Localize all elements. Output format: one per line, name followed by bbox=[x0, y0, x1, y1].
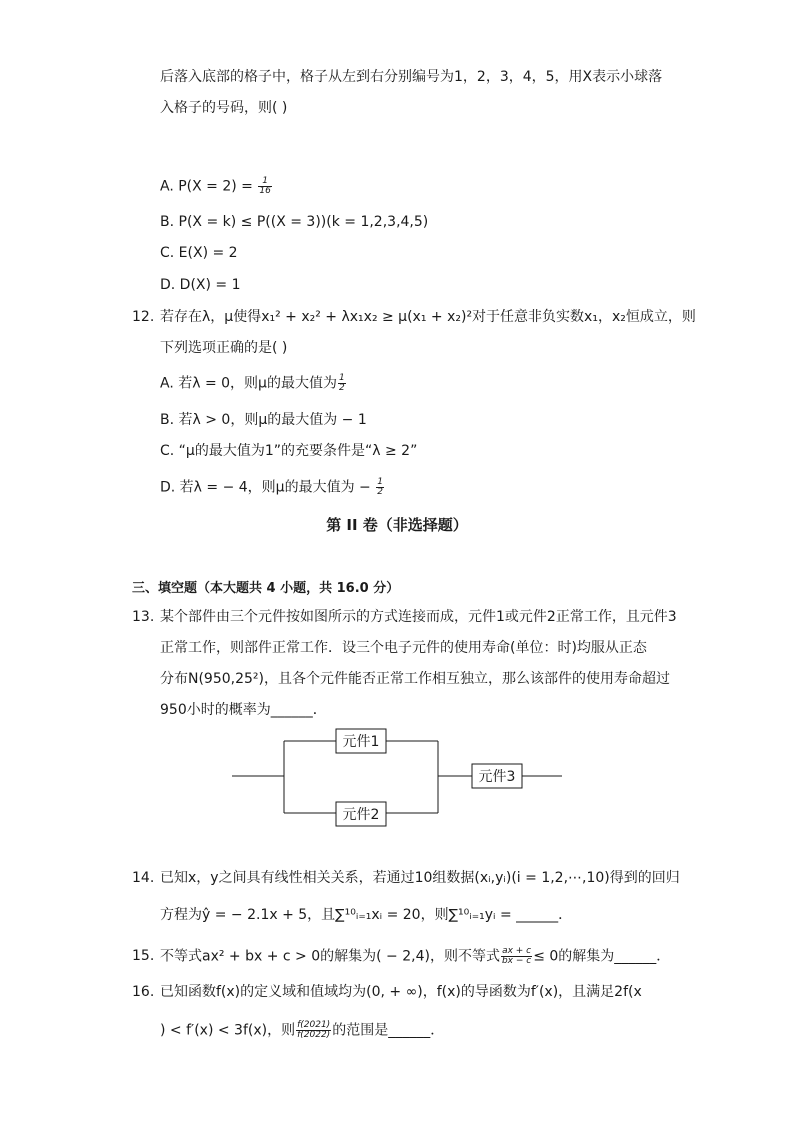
q11-option-d[interactable]: D. D(X) = 1 bbox=[160, 277, 241, 293]
q14-text-line2: 方程为ŷ = − 2.1x + 5，且∑¹⁰ᵢ₌₁xᵢ = 20，则∑¹⁰ᵢ₌₁yᵢ = ______． bbox=[160, 907, 573, 923]
q11-text-line2: 入格子的号码，则( ) bbox=[160, 100, 288, 116]
element2-label: 元件2 bbox=[342, 807, 380, 823]
q11-option-b[interactable]: B. P(X = k) ≤ P((X = 3))(k = 1,2,3,4,5) bbox=[160, 214, 429, 230]
part2-title: 第 II 卷（非选择题） bbox=[326, 516, 468, 534]
q15-fraction: $\frac{ax + c}{bx - c}$ bbox=[501, 946, 532, 966]
q12-text-line2: 下列选项正确的是( ) bbox=[160, 340, 288, 356]
q16-text-line1: 已知函数f(x)的定义域和值域均为(0, + ∞)，f(x)的导函数为f′(x)，且满足2f(x bbox=[160, 984, 642, 1000]
q12-option-d-fraction: $\frac{1}{2}$ bbox=[377, 477, 383, 497]
q12-option-c[interactable]: C. “μ的最大值为1”的充要条件是“λ ≥ 2” bbox=[160, 443, 418, 459]
q13-text-line3: 分布N(950,25²)，且各个元件能否正常工作相互独立，那么该部件的使用寿命超过 bbox=[160, 671, 670, 687]
q11-option-a-fraction: $\frac{1}{16}$ bbox=[259, 176, 271, 196]
q13-text-line2: 正常工作，则部件正常工作．设三个电子元件的使用寿命(单位：时)均服从正态 bbox=[160, 640, 647, 656]
q11-option-c[interactable]: C. E(X) = 2 bbox=[160, 245, 238, 261]
q12-option-d[interactable]: D. 若λ = − 4，则μ的最大值为 − $\frac{1}{2}$ bbox=[160, 477, 383, 497]
q14-text-line1: 已知x，y之间具有线性相关关系，若通过10组数据(xᵢ,yᵢ)(i = 1,2,⋯,10)得到的回归 bbox=[160, 870, 680, 886]
q12-option-b[interactable]: B. 若λ > 0，则μ的最大值为 − 1 bbox=[160, 412, 367, 428]
q16-fraction: $\frac{f(2021)}{f(2022)}$ bbox=[297, 1020, 331, 1040]
q13-number: 13. bbox=[132, 609, 155, 625]
q12-option-a-fraction: $\frac{1}{2}$ bbox=[338, 373, 345, 393]
q15-text: 不等式ax² + bx + c > 0的解集为( − 2,4)，则不等式 $\frac{ax + c}{bx - c}$ ≤ 0的解集为______． bbox=[160, 946, 671, 966]
q12-option-a[interactable]: A. 若λ = 0，则μ的最大值为 $\frac{1}{2}$ bbox=[160, 373, 345, 393]
q13-text-line4: 950小时的概率为______． bbox=[160, 702, 327, 718]
q16-text-line2: ) < f′(x) < 3f(x)，则 $\frac{f(2021)}{f(2022)}$ 的范围是______． bbox=[160, 1020, 445, 1040]
q12-number: 12. bbox=[132, 309, 155, 325]
element1-label: 元件1 bbox=[342, 734, 380, 750]
q12-text-line1: 若存在λ，μ使得x₁² + x₂² + λx₁x₂ ≥ μ(x₁ + x₂)²对于任意非负实数x₁，x₂恒成立，则 bbox=[160, 309, 696, 325]
q11-option-a[interactable]: A. P(X = 2) = $\frac{1}{16}$ bbox=[160, 176, 271, 196]
section3-title: 三、填空题（本大题共 4 小题，共 16.0 分） bbox=[132, 581, 400, 596]
q16-number: 16. bbox=[132, 984, 155, 1000]
q13-text-line1: 某个部件由三个元件按如图所示的方式连接而成，元件1或元件2正常工作，且元件3 bbox=[160, 609, 677, 625]
q14-number: 14. bbox=[132, 870, 155, 886]
element3-label: 元件3 bbox=[478, 769, 516, 785]
q11-text-line1: 后落入底部的格子中，格子从左到右分别编号为1，2，3，4，5，用X表示小球落 bbox=[160, 69, 663, 85]
q15-number: 15. bbox=[132, 948, 155, 964]
